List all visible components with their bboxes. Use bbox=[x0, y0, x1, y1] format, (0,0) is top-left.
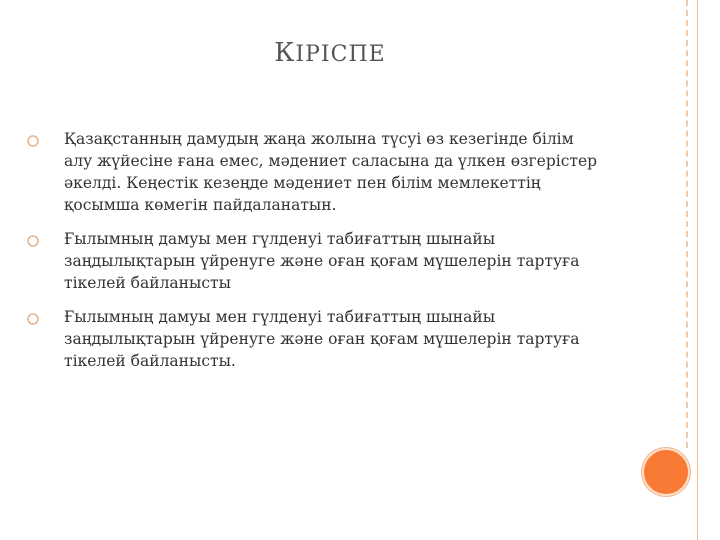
bullet-item bbox=[26, 306, 632, 372]
slide-title bbox=[0, 38, 660, 68]
decorative-border-line bbox=[697, 0, 698, 540]
bullet-text: Ғылымның дамуы мен гүлденуі табиғаттың шынайы заңдылықтарын үйренуге және оған қоғам мүшелерін тартуға тікелей байланысты bbox=[64, 230, 580, 292]
slide-title-first-letter: К bbox=[274, 38, 296, 68]
bullet-list bbox=[26, 128, 632, 384]
circle-bullet-icon bbox=[26, 133, 42, 152]
slide-title-rest: ІРІСПЕ bbox=[295, 42, 386, 67]
bullet-item bbox=[26, 228, 632, 294]
bullet-text: Ғылымның дамуы мен гүлденуі табиғаттың шынайы заңдылықтарын үйренуге және оған қоғам мүшелерін тартуға тікелей байланысты. bbox=[64, 308, 580, 370]
circle-bullet-icon bbox=[26, 311, 42, 330]
decorative-dashed-line bbox=[686, 0, 688, 448]
circle-bullet-icon bbox=[26, 233, 42, 252]
bullet-text: Қазақстанның дамудың жаңа жолына түсуі өз кезегінде білім алу жүйесіне ғана емес, мәдениет саласына да үлкен өзгерістер әкелді. Кеңестік кезеңде мәдениет пен білім мемлекеттің қосымша көмегін пайдаланатын. bbox=[64, 130, 598, 214]
bullet-item bbox=[26, 128, 632, 216]
decorative-orange-circle bbox=[642, 448, 690, 496]
